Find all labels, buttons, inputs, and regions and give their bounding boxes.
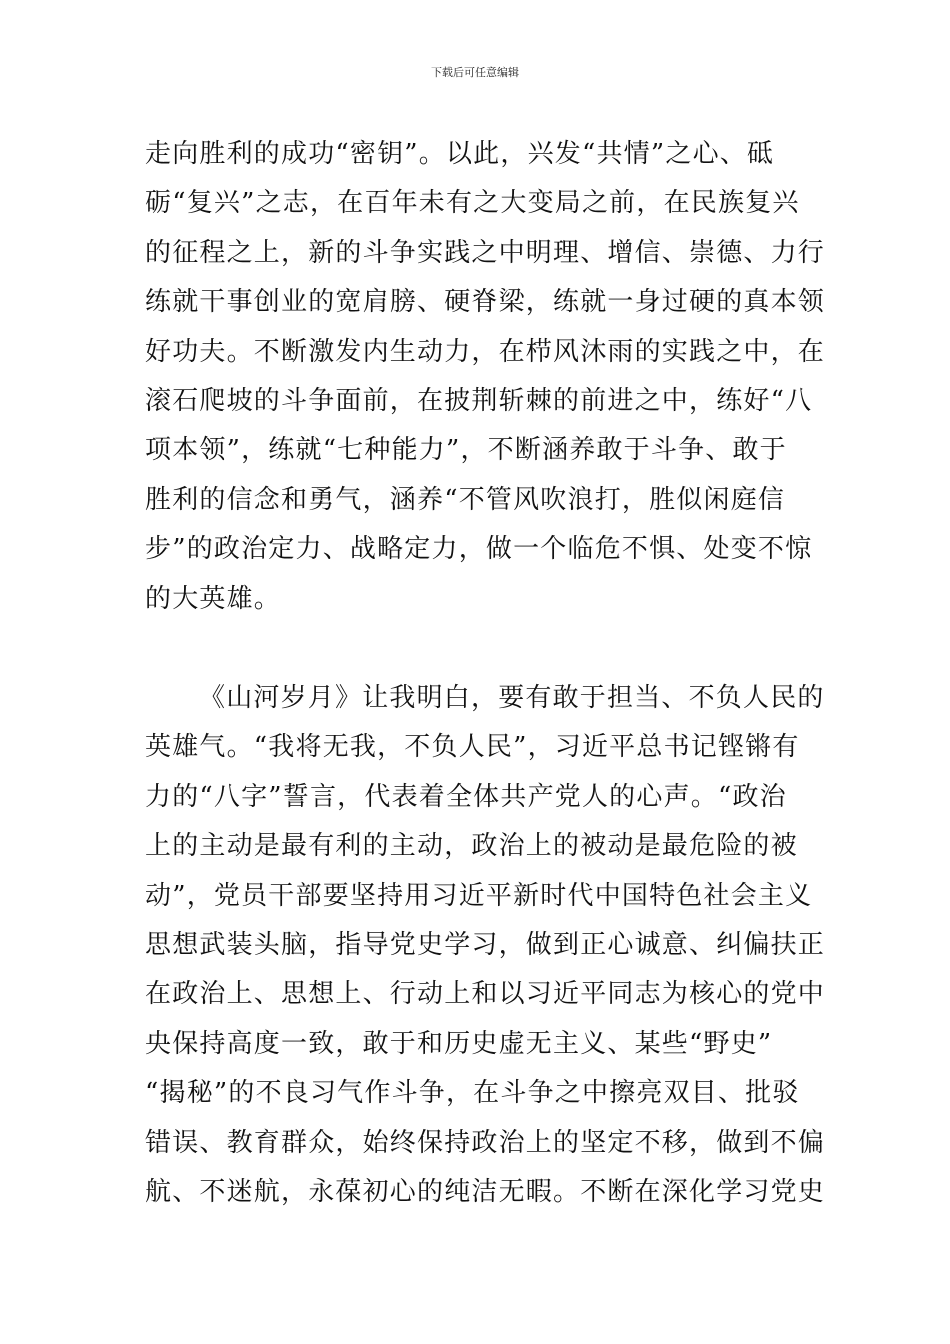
text-line: 练就干事创业的宽肩膀、硬脊梁，练就一身过硬的真本领 [145, 287, 826, 318]
text-line: 步”的政治定力、战略定力，做一个临危不惧、处变不惊 [145, 534, 813, 565]
text-line: 动”，党员干部要坚持用习近平新时代中国特色社会主义 [145, 880, 813, 911]
text-line-first: 《山河岁月》让我明白，要有敢于担当、不负人民的 [199, 683, 825, 713]
text-line: 砺“复兴”之志，在百年未有之大变局之前，在民族复兴 [145, 188, 800, 219]
text-line: 胜利的信念和勇气，涵养“不管风吹浪打，胜似闲庭信 [145, 484, 786, 515]
text-line: 的征程之上，新的斗争实践之中明理、增信、崇德、力行 [145, 237, 826, 268]
text-line: 好功夫。不断激发内生动力，在栉风沐雨的实践之中，在 [145, 336, 826, 367]
text-line: 走向胜利的成功“密钥”。以此，兴发“共情”之心、砥 [145, 139, 775, 169]
text-line: 力的“八字”誓言，代表着全体共产党人的心声。“政治 [145, 781, 787, 812]
text-line: 滚石爬坡的斗争面前，在披荆斩棘的前进之中，练好“八 [145, 385, 813, 416]
paragraph-2 [145, 674, 826, 1217]
text-line: 项本领”，练就“七种能力”，不断涵养敢于斗争、敢于 [145, 435, 787, 466]
text-line: 在政治上、思想上、行动上和以习近平同志为核心的党中 [145, 979, 826, 1010]
text-line: 的大英雄。 [145, 583, 282, 614]
text-line: 错误、教育群众，始终保持政治上的坚定不移，做到不偏 [145, 1127, 826, 1158]
text-line: 央保持高度一致，敢于和历史虚无主义、某些“野史” [145, 1028, 773, 1059]
text-line: 上的主动是最有利的主动，政治上的被动是最危险的被 [145, 831, 798, 862]
text-line: 思想武装头脑，指导党史学习，做到正心诚意、纠偏扶正 [145, 929, 826, 960]
text-line: 英雄气。“我将无我，不负人民”，习近平总书记铿锵有 [145, 732, 800, 763]
text-line: “揭秘”的不良习气作斗争，在斗争之中擦亮双目、批驳 [145, 1078, 800, 1109]
text-line: 航、不迷航，永葆初心的纯洁无暇。不断在深化学习党史 [145, 1176, 826, 1207]
page-header: 下载后可任意编辑 [431, 66, 519, 79]
paragraph-1 [145, 130, 826, 624]
